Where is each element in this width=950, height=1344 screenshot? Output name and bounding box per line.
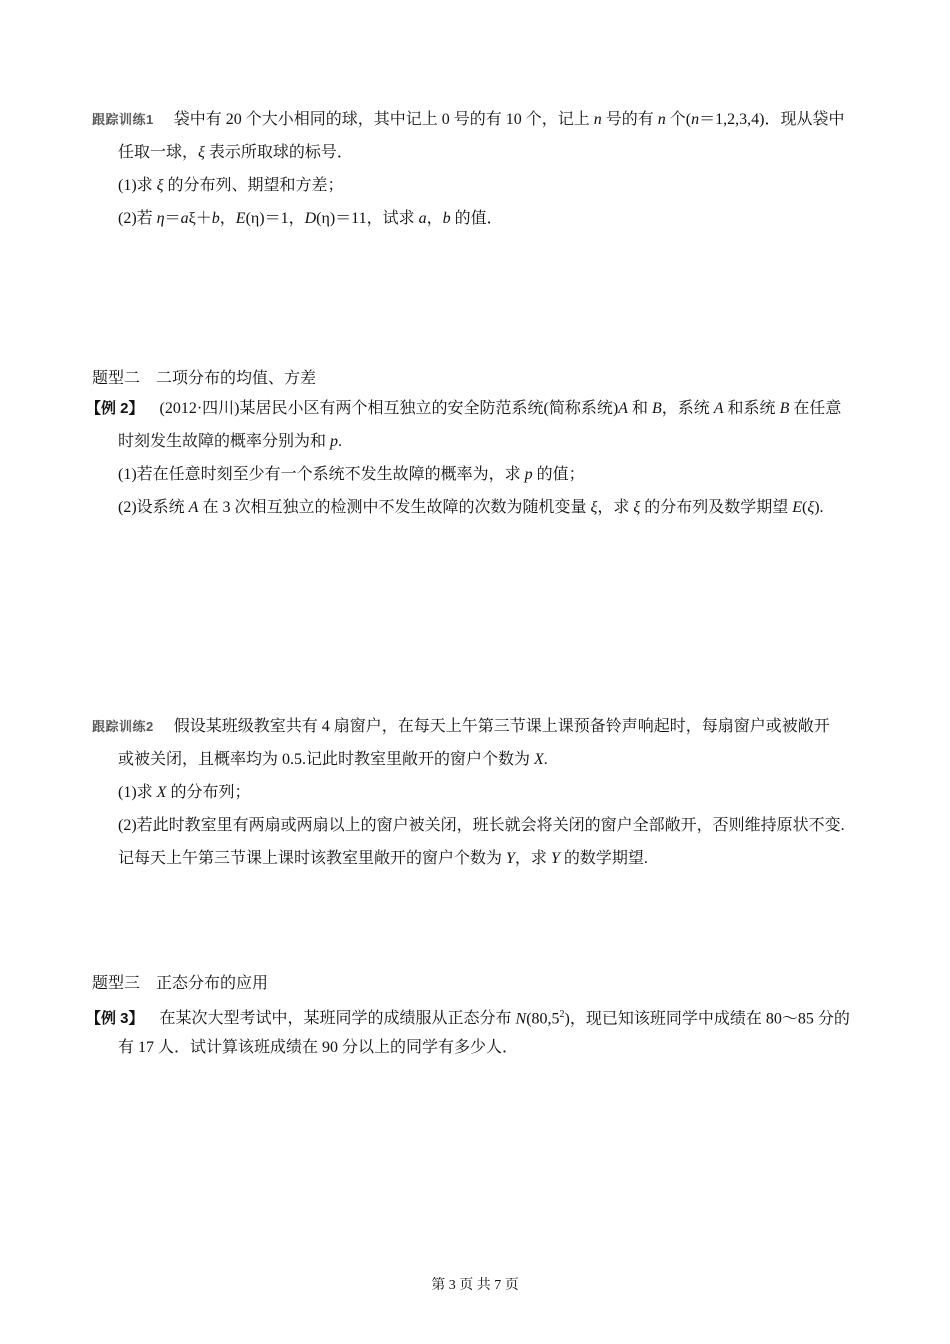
practice-2-question-1: (1)求 X 的分布列； bbox=[118, 784, 251, 801]
example-2-line-2: 时刻发生故障的概率分别为和 p. bbox=[118, 433, 343, 450]
practice-2-question-2-line-2: 记每天上午第三节课上课时该教室里敞开的窗户个数为 Y，求 Y 的数学期望. bbox=[118, 850, 648, 867]
practice-1-tag: 跟踪训练1 bbox=[92, 112, 154, 127]
practice-1-line-2: 任取一球，ξ 表示所取球的标号． bbox=[118, 144, 353, 161]
example-2-question-2: (2)设系统 A 在 3 次相互独立的检测中不发生故障的次数为随机变量 ξ，求 ξ 的分布列及数学期望 E(ξ). bbox=[118, 499, 824, 516]
practice-2-line-1: 跟踪训练2 假设某班级教室共有 4 扇窗户，在每天上午第三节课上课预备铃声响起时，每扇窗户或被敞开 bbox=[92, 716, 830, 738]
practice-2-line-2: 或被关闭，且概率均为 0.5.记此时教室里敞开的窗户个数为 X. bbox=[118, 751, 548, 768]
practice-1-question-2: (2)若 η＝aξ＋b，E(η)＝1，D(η)＝11，试求 a，b 的值． bbox=[118, 210, 503, 227]
section-3-title: 题型三 正态分布的应用 bbox=[92, 975, 269, 992]
practice-2-question-2: (2)若此时教室里有两扇或两扇以上的窗户被关闭，班长就会将关闭的窗户全部敞开，否则维持原状不变. bbox=[118, 817, 845, 834]
example-2-line-1: 【例 2】 (2012·四川)某居民小区有两个相互独立的安全防范系统(简称系统)A 和 B，系统 A 和系统 B 在任意 bbox=[86, 398, 841, 420]
practice-1-line-1: 跟踪训练1 袋中有 20 个大小相同的球，其中记上 0 号的有 10 个，记上 n 号的有 n 个(n＝1,2,3,4)．现从袋中 bbox=[92, 109, 844, 131]
section-2-title: 题型二 二项分布的均值、方差 bbox=[92, 370, 317, 387]
practice-1-question-1: (1)求 ξ 的分布列、期望和方差； bbox=[118, 177, 344, 194]
practice-2-tag: 跟踪训练2 bbox=[92, 719, 154, 734]
example-3-line-1: 【例 3】 在某次大型考试中，某班同学的成绩服从正态分布 N(80,5$^2$)，现已知该班同学中成绩在 80～85 分的 bbox=[86, 1004, 850, 1030]
example-3-line-2: 有 17 人．试计算该班成绩在 90 分以上的同学有多少人． bbox=[118, 1039, 519, 1056]
page-number-footer: 第 3 页 共 7 页 bbox=[431, 1278, 519, 1293]
example-2-tag: 【例 2】 bbox=[86, 400, 144, 417]
example-2-question-1: (1)若在任意时刻至少有一个系统不发生故障的概率为，求 p 的值； bbox=[118, 466, 585, 483]
example-3-tag: 【例 3】 bbox=[86, 1010, 144, 1028]
